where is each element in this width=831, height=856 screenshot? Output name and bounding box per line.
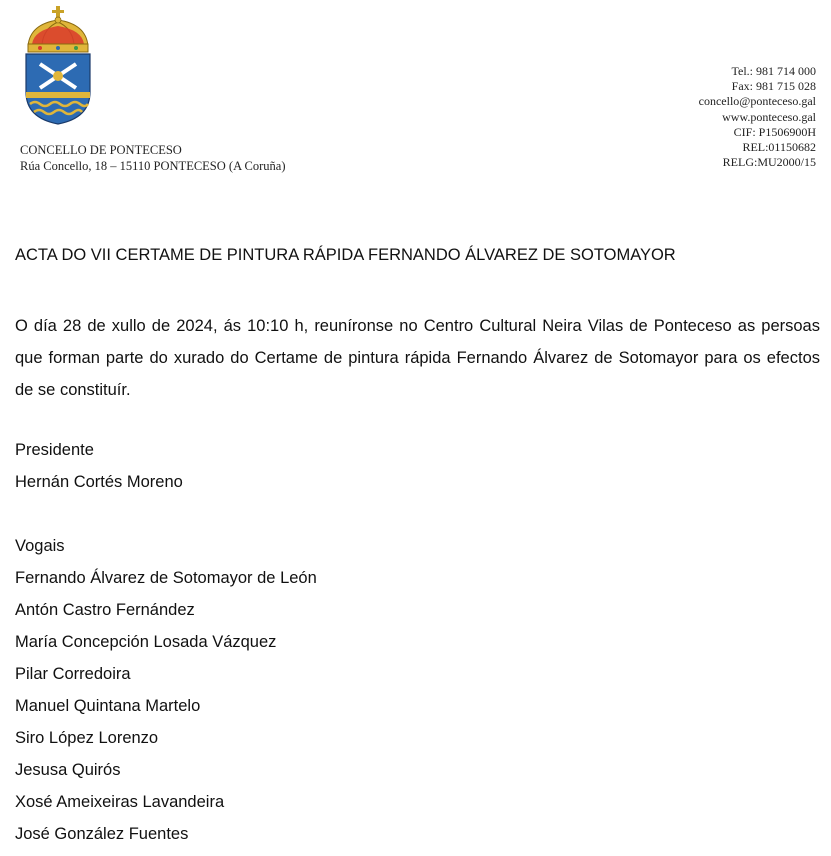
contact-rel: REL:01150682	[742, 140, 816, 155]
organization-block	[20, 142, 286, 174]
contact-fax: Fax: 981 715 028	[731, 79, 816, 94]
organization-name: CONCELLO DE PONTECESO	[20, 143, 182, 157]
contact-phone: Tel.: 981 714 000	[731, 64, 816, 78]
member-name: Manuel Quintana Martelo	[15, 697, 201, 715]
members-label: Vogais	[15, 537, 65, 555]
document-title: ACTA DO VII CERTAME DE PINTURA RÁPIDA FERNANDO ÁLVAREZ DE SOTOMAYOR	[15, 246, 676, 264]
president-label: Presidente	[15, 441, 94, 459]
member-name: Jesusa Quirós	[15, 761, 121, 779]
contact-relg: RELG:MU2000/15	[722, 155, 816, 170]
member-name: Fernando Álvarez de Sotomayor de León	[15, 569, 317, 587]
contact-block	[699, 64, 816, 170]
member-name: Pilar Corredoira	[15, 665, 131, 683]
member-name: José González Fuentes	[15, 825, 189, 843]
president-name: Hernán Cortés Moreno	[15, 473, 183, 491]
organization-address: Rúa Concello, 18 – 15110 PONTECESO (A Coruña)	[20, 159, 286, 173]
contact-cif: CIF: P1506900H	[733, 124, 816, 139]
members-section	[15, 530, 317, 850]
member-name: Siro López Lorenzo	[15, 729, 159, 747]
intro-paragraph: O día 28 de xullo de 2024, ás 10:10 h, reuníronse no Centro Cultural Neira Vilas de Ponteceso as persoas que forman parte do xurado do Certame de pintura rápida Fernando Álvarez de Sotomayor para os efectos de se constituír.	[15, 317, 820, 399]
member-name: María Concepción Losada Vázquez	[15, 633, 277, 651]
member-name: Antón Castro Fernández	[15, 601, 195, 619]
president-section	[15, 434, 183, 498]
member-name: Xosé Ameixeiras Lavandeira	[15, 793, 225, 811]
contact-website: www.ponteceso.gal	[722, 109, 816, 124]
coat-of-arms-icon	[20, 6, 96, 126]
contact-email: concello@ponteceso.gal	[698, 94, 816, 109]
